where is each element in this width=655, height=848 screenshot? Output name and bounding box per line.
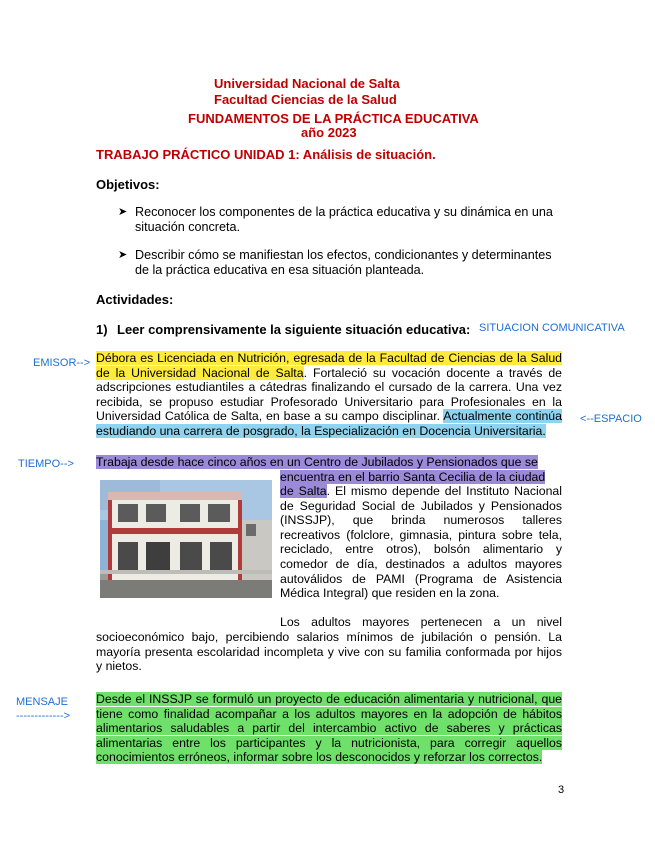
paragraph-text: . Fortaleció su vocación docente a través de adscripciones estudiantiles a cátedras finalizando el cursado de la carrera. Una vez recibida, se propuso estudiar Profesorado Universitario para Profesionales en la Universidad Católica de Salta, en base a su campo disciplinar.: [96, 365, 562, 424]
building-photo-illustration: [100, 480, 272, 598]
paragraph-text: . El mismo depende del Instituto Nacional de Seguridad Social de Jubilados y Pensionados (INSSJP), que brinda numerosos talleres recreativos (folclore, gimnasia, pintura sobre tela, reciclado, entre otros), bolsón alimentario y comedor de día, destinados a adultos mayores autoválidos de PAMI (Programa de Asistencia Médica Integral) que residen en la zona.: [280, 484, 562, 601]
highlight-tiempo: de Salta: [280, 484, 327, 498]
assignment-title: TRABAJO PRÁCTICO UNIDAD 1: Análisis de situación.: [96, 147, 436, 162]
objectives-heading: Objetivos:: [96, 177, 160, 192]
highlight-espacio: Actualmente continúa estudiando una carrera de posgrado, la Especialización en Docencia Universitaria.: [96, 409, 562, 438]
paragraph-mensaje: [96, 692, 562, 765]
page-number: 3: [558, 784, 565, 796]
paragraph-adultos-first-line: Los adultos mayores pertenecen a un nivel: [280, 615, 562, 629]
activity-text: Leer comprensivamente la siguiente situación educativa:: [117, 322, 471, 337]
annotation-emisor: EMISOR-->: [33, 357, 91, 369]
building-photo: [100, 480, 272, 598]
tiempo-line-1: [96, 455, 562, 470]
activity-number: 1): [96, 322, 108, 337]
annotation-tiempo: TIEMPO-->: [18, 458, 74, 470]
highlight-tiempo: encuentra en el barrio Santa Cecilia de la ciudad: [280, 470, 546, 484]
activities-heading: Actividades:: [96, 292, 174, 307]
faculty-title: Facultad Ciencias de la Salud: [214, 92, 397, 107]
annotation-mensaje-arrow: ------------->: [16, 710, 71, 722]
annotation-mensaje: MENSAJE: [16, 696, 68, 708]
highlight-tiempo: Trabaja desde hace cinco años en un Centro de Jubilados y Pensionados que se: [96, 455, 538, 469]
objective-text: Describir cómo se manifiestan los efectos, condicionantes y determinantes de la práctica educativa en esa situación planteada.: [135, 248, 552, 277]
arrow-bullet-icon: ➤: [118, 249, 128, 261]
objective-item-2: [118, 248, 568, 278]
year-title: año 2023: [301, 125, 357, 140]
paragraph-institution: [280, 484, 562, 601]
annotation-espacio: <--ESPACIO: [580, 413, 642, 425]
arrow-bullet-icon: ➤: [118, 206, 128, 218]
tiempo-line-2: [280, 470, 562, 485]
paragraph-adultos: socioeconómico bajo, percibiendo salarios mínimos de jubilación o pensión. La mayoría presenta escolaridad incompleta y vive con su familia conformada por hijos y nietos.: [96, 630, 562, 674]
university-title: Universidad Nacional de Salta: [214, 76, 400, 91]
highlight-mensaje: Desde el INSSJP se formuló un proyecto de educación alimentaria y nutricional, que tiene como finalidad acompañar a los adultos mayores en la adopción de hábitos alimentarios saludables a partir del intercambio activo de saberes y prácticas alimentarias entre los participantes y la nutricionista, para corregir aquellos conocimientos erróneos, informar sobre los desconocidos y reforzar los correctos.: [96, 692, 562, 765]
course-title: FUNDAMENTOS DE LA PRÁCTICA EDUCATIVA: [188, 111, 479, 126]
annotation-situacion: SITUACION COMUNICATIVA: [479, 322, 625, 334]
objective-item-1: [118, 205, 568, 235]
highlight-emisor: Débora es Licenciada en Nutrición, egresada de la Facultad de Ciencias de la Salud de la Universidad Nacional de Salta: [96, 351, 562, 380]
objective-text: Reconocer los componentes de la práctica educativa y su dinámica en una situación concreta.: [135, 205, 553, 234]
paragraph-emisor: [96, 351, 562, 439]
